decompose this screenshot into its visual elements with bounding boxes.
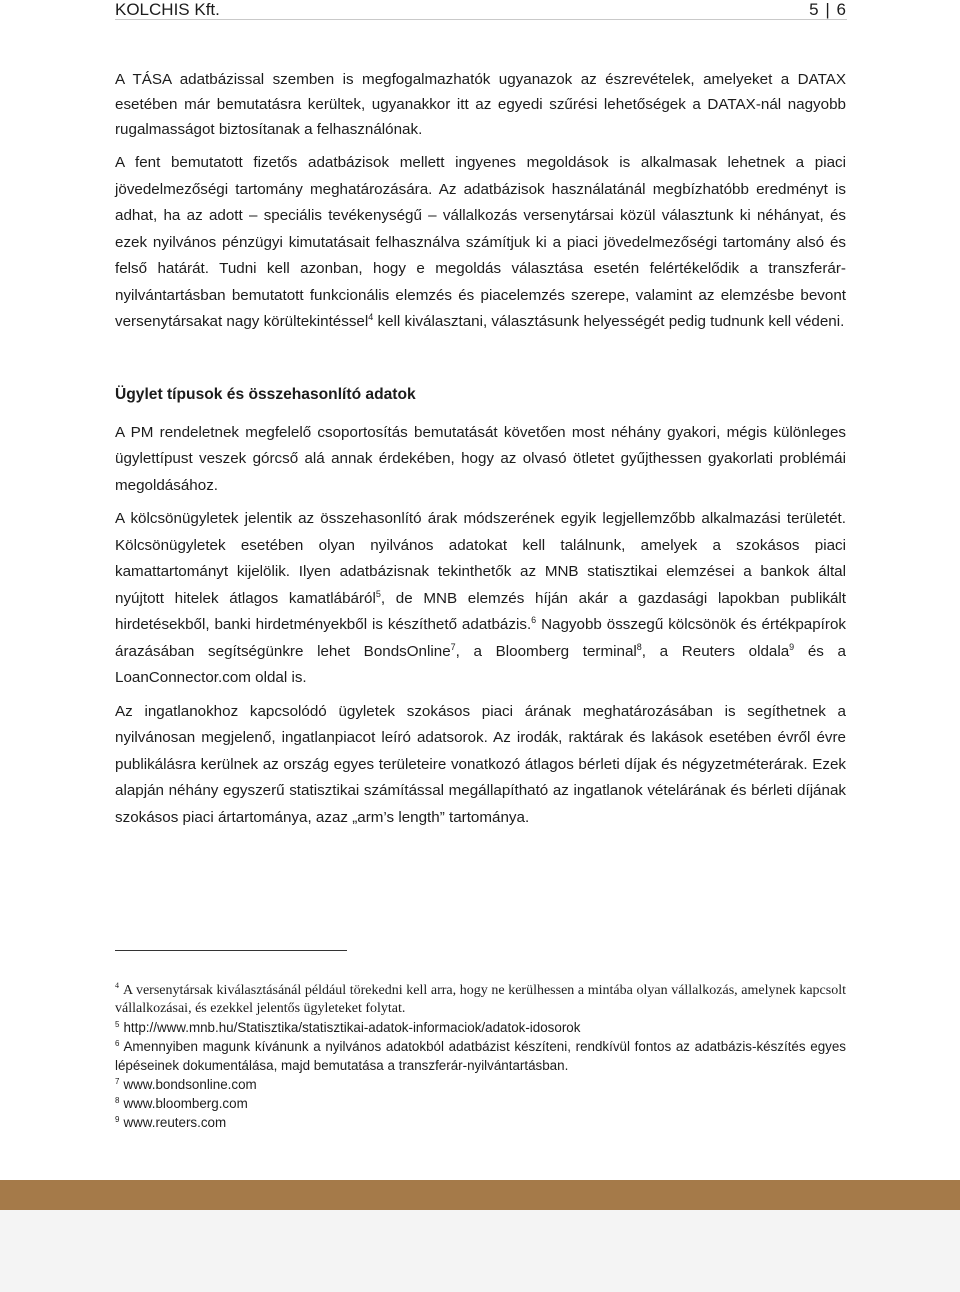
page-number — [809, 0, 847, 19]
footnote-ref-8: 8 — [636, 641, 642, 652]
footnote-link[interactable]: www.reuters.com — [123, 1115, 227, 1130]
paragraph-free-solutions — [115, 150, 846, 336]
footnote-number: 9 — [115, 1114, 120, 1124]
footnote-number: 8 — [115, 1095, 120, 1105]
footnote-5 — [115, 1018, 846, 1037]
footnote-number: 7 — [115, 1076, 120, 1086]
page-total: 6 — [836, 0, 847, 19]
paragraph-text: , a Bloomberg terminal — [455, 642, 637, 660]
paragraph-text: és a LoanConnector.com oldal is. — [115, 642, 846, 686]
paragraph-pm-decree: A PM rendeletnek megfelelő csoportosítás bemutatását követően most néhány gyakori, mégis különleges ügylettípust veszek górcső alá annak érdekében, hogy az olvasó ötletet gyűjthessen gyakorlati problémái megoldásához. — [115, 423, 846, 494]
page-separator: | — [825, 0, 831, 19]
footnote-text: Amennyiben magunk kívánunk a nyilvános adatokból adatbázist készíteni, rendkívül fontos az adatbázis-készítés egyes lépéseinek dokumentálása, majd bemutatása a transzferár-nyilvántartásban. — [115, 1039, 846, 1073]
footnote-9 — [115, 1113, 846, 1132]
paragraph-loans — [115, 506, 846, 692]
footnotes — [115, 982, 846, 1132]
footnote-ref-9: 9 — [789, 641, 795, 652]
footnote-7 — [115, 1075, 846, 1094]
footnote-ref-7: 7 — [450, 641, 456, 652]
footnote-separator — [115, 950, 347, 951]
company-name: KOLCHIS Kft. — [115, 0, 220, 19]
page-header — [0, 0, 960, 19]
paragraph-text: , a Reuters oldala — [641, 642, 790, 660]
footnote-number: 6 — [115, 1038, 120, 1048]
footnote-4 — [115, 982, 846, 1018]
paragraph-real-estate: Az ingatlanokhoz kapcsolódó ügyletek szokásos piaci árának meghatározásában is segíthetnek a nyilvánosan megjelenő, ingatlanpiacot leíró adatsorok. Az irodák, raktárak és lakások esetében évről évre publikálásra kerülnek az ország egyes területeire vonatkozó átlagos bérleti díjak és négyzetméterárak. Ezek alapján néhány egyszerű statisztikai számítással megállapítható az ingatlanok vételárának és bérleti díjának szokásos piaci ártartománya, azaz „arm’s length” tartománya. — [115, 702, 846, 826]
paragraph-text: A kölcsönügyletek jelentik az összehasonlító árak módszerének egyik legjellemzőbb alkalmazási területét. Kölcsönügyletek esetében olyan nyilvános adatokat kell találnunk, amelyek a szokásos piaci kamattartományt kijelölik. Ilyen adatbázisnak tekinthetők az MNB statisztikai elemzései a bankok által nyújtott hitelek átlagos kamatlábáról — [115, 510, 846, 607]
footer-bottom — [0, 1210, 960, 1292]
footnote-number: 4 — [115, 981, 119, 991]
footnote-6 — [115, 1037, 846, 1075]
page-current: 5 — [809, 0, 820, 19]
footnote-link[interactable]: http://www.mnb.hu/Statisztika/statisztikai-adatok-informaciok/adatok-idosorok — [123, 1020, 581, 1035]
page-body — [115, 67, 846, 831]
footnote-ref-5: 5 — [375, 588, 381, 599]
paragraph-text: A fent bemutatott fizetős adatbázisok mellett ingyenes megoldások is alkalmasak lehetnek a piaci jövedelmezőségi tartomány meghatározására. Az adatbázisok használatánál megbízhatóbb eredményt is adhat, ha az adott – speciális tevékenységű – vállalkozás versenytársai közül választunk ki néhányat, és ezek nyilvános pénzügyi kimutatásait felhasználva számítjuk ki a piaci jövedelmezőségi tartomány alsó és felső határát. Tudni kell azonban, hogy e megoldás választása esetén felértékelődik a transzferár-nyilvántartásban bemutatott funkcionális elemzés és piacelemzés szerepe, valamint az elemzésbe bevont versenytársakat nagy körültekintéssel — [115, 154, 846, 330]
paragraph-tasa: A TÁSA adatbázissal szemben is megfogalmazhatók ugyanazok az észrevételek, amelyeket a DATAX esetében már bemutatásra kerültek, ugyanakkor itt az egyedi szűrési lehetőségek a DATAX-nál nagyobb rugalmasságot biztosítanak a felhasználónak. — [115, 71, 846, 138]
paragraph-text: kell kiválasztani, választásunk helyességét pedig tudnunk kell védeni. — [373, 313, 845, 330]
footnote-link[interactable]: www.bondsonline.com — [123, 1077, 257, 1092]
header-rule — [115, 19, 847, 20]
footnote-ref-4: 4 — [368, 311, 374, 322]
section-heading: Ügylet típusok és összehasonlító adatok — [115, 385, 416, 403]
footnote-number: 5 — [115, 1019, 120, 1029]
footer-band — [0, 1180, 960, 1210]
footnote-text: A versenytársak kiválasztásánál például törekedni kell arra, hogy ne kerülhessen a mintába olyan vállalkozás, amelynek kapcsolt vállalkozásai, és ezekkel jelentős ügyleteket folytat. — [115, 983, 846, 1016]
footnote-8 — [115, 1094, 846, 1113]
footnote-link[interactable]: www.bloomberg.com — [123, 1096, 248, 1111]
paragraph-text: Nagyobb összegű kölcsönök és értékpapírok árazásában segítségünkre lehet BondsOnline — [115, 616, 846, 660]
footnote-ref-6: 6 — [531, 614, 537, 625]
paragraph-text: , de MNB elemzés híján akár a gazdasági lapokban publikált hirdetésekből, banki hirdetményekből is készíthető adatbázis. — [115, 589, 846, 633]
